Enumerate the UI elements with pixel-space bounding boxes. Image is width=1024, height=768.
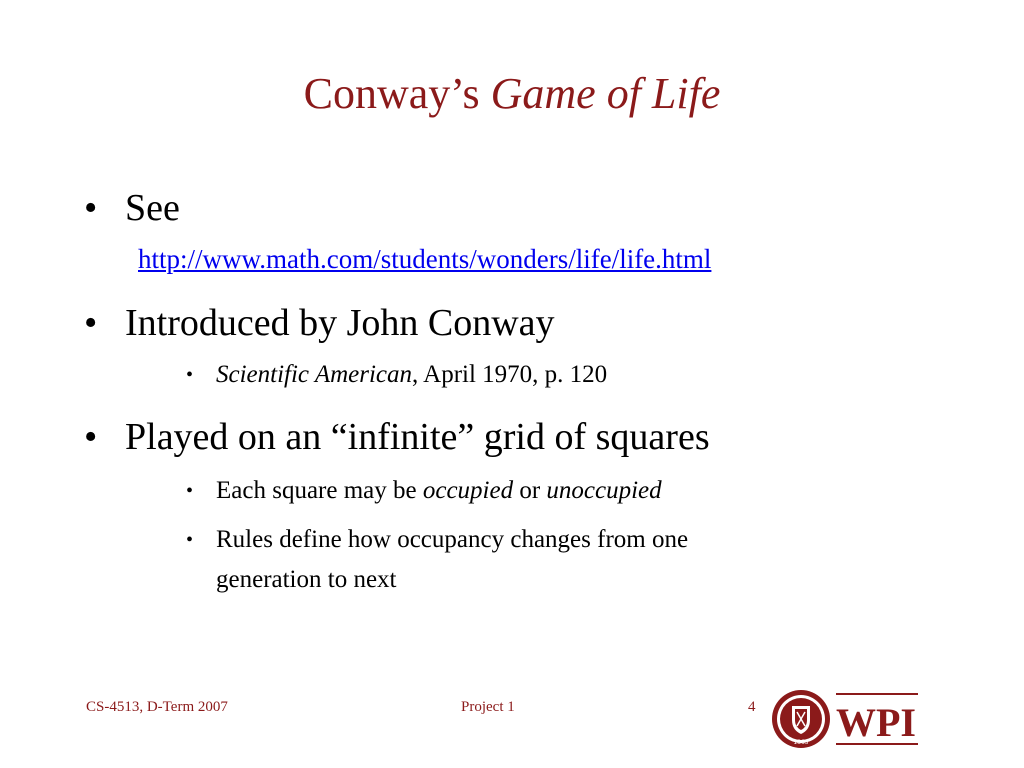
bullet-introduced-text: Introduced by John Conway [125,302,555,344]
rules-line2-text: generation to next [216,566,397,593]
citation-journal: Scientific American [216,361,413,388]
wpi-seal-icon [770,686,920,752]
title-italic: Game of Life [490,69,721,118]
rules-line1-text: Rules define how occupancy changes from one [216,526,689,553]
bullet-dot: • [186,529,194,551]
wpi-logo [770,686,920,752]
occ-d: unoccupied [546,477,662,504]
bullet-dot: • [84,416,98,458]
footer-page-number: 4 [748,699,756,715]
seal-year: 1865 [793,739,809,746]
wpi-logo-text: WPI [836,700,916,745]
slide-title [0,64,1024,124]
bullet-dot: • [186,480,194,502]
bullet-played-text: Played on an “infinite” grid of squares [125,416,710,458]
title-plain: Conway’s [303,69,491,118]
bullet-dot: • [84,187,98,229]
occ-a: Each square may be [216,477,423,504]
bullet-dot: • [84,302,98,344]
citation-rest: , April 1970, p. 120 [412,361,608,388]
occ-b: occupied [422,477,514,504]
bullet-dot: • [186,364,194,386]
life-link[interactable]: http://www.math.com/students/wonders/life/life.html [138,244,712,274]
footer-center: Project 1 [461,699,515,715]
footer-course: CS-4513, D-Term 2007 [86,699,228,715]
occ-c: or [513,477,547,504]
bullet-see-text: See [125,187,180,229]
